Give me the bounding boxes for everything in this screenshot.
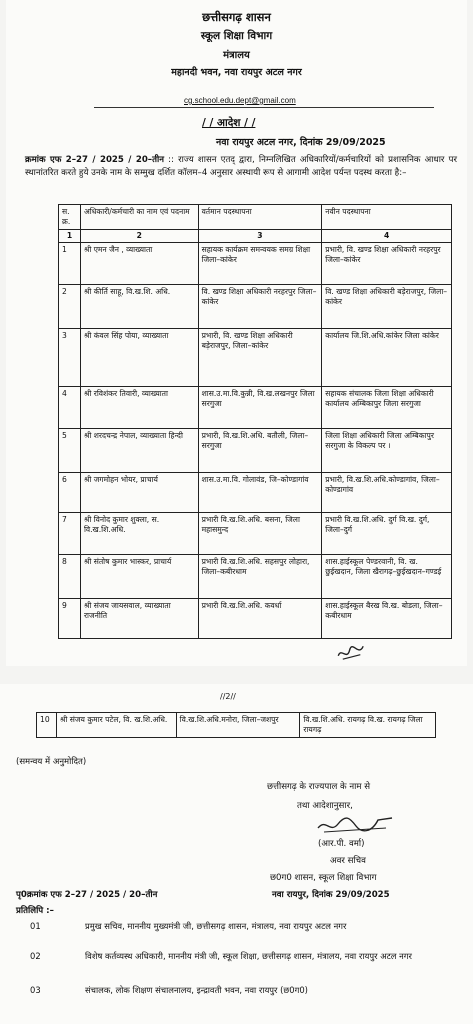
- table-row: [59, 555, 452, 599]
- table-row: [59, 429, 452, 473]
- order-page-1: [6, 0, 467, 666]
- col-header-current: वर्तमान पदस्थापना: [198, 205, 322, 230]
- cc-number: 03: [30, 985, 41, 995]
- row-name: श्री संतोष कुमार भास्कर, प्राचार्य: [80, 555, 198, 599]
- endorsement-ref-date: नवा रायपुर, दिनांक 29/09/2025: [272, 890, 390, 900]
- governor-line-1: छत्तीसगढ़ के राज्यपाल के नाम से: [267, 782, 371, 792]
- cc-number: 01: [30, 921, 41, 931]
- row-new: वि.ख.शि.अधि. रायगढ़ वि.ख. रायगढ़ जिला रायगढ़: [300, 713, 436, 738]
- row-sn: 1: [59, 243, 81, 285]
- row-name: श्री कंवल सिंह पोया, व्याख्याता: [80, 329, 198, 387]
- table-header-row: [59, 205, 452, 230]
- endorsement-ref-no: पृ0क्रमांक एफ 2–27 / 2025 / 20–तीन: [16, 890, 158, 900]
- row-name: श्री जगमोहन भोयर, प्राचार्य: [80, 473, 198, 513]
- transfer-table: [58, 204, 452, 639]
- row-sn: 10: [37, 713, 57, 738]
- ministry-heading: मंत्रालय: [223, 50, 250, 61]
- cc-text: विशेष कर्तव्यस्थ अधिकारी, माननीय मंत्री जी, स्कूल शिक्षा, छत्तीसगढ़ शासन, मंत्रालय, नवा रायपुर अटल नगर: [85, 951, 412, 961]
- order-ref-label: क्रमांक एफ 2–27 / 2025 / 20–तीन: [25, 155, 164, 165]
- table-colnum-row: [59, 230, 452, 243]
- row-new: जिला शिक्षा अधिकारी जिला अम्बिकापुर सरगुजा के विकल्प पर ।: [322, 429, 452, 473]
- colnum: 4: [322, 230, 452, 243]
- order-page-2: [0, 684, 473, 1024]
- signer-department: छ0ग0 शासन, स्कूल शिक्षा विभाग: [270, 873, 377, 883]
- row-name: श्री विनोद कुमार शुक्ला, स. वि.ख.शि.अधि.: [80, 513, 198, 555]
- row-new: शास.हाईस्कूल पेण्डरवानी, वि. ख. छुईखदान, जिला खैरागढ़–छुईखदान–गण्डई: [322, 555, 452, 599]
- dept-email-link[interactable]: cg.school.edu.dept@gmail.com: [184, 96, 296, 105]
- row-name: श्री संजय जायसवाल, व्याख्याता राजनीति: [80, 599, 198, 639]
- row-current: प्रभारी वि.ख.शि.अधि. बसना, जिला महासमुन्द: [198, 513, 322, 555]
- row-new: सहायक संचालक जिला शिक्षा अधिकारी कार्यालय अम्बिकापुर जिला सरगुजा: [322, 387, 452, 429]
- colnum: 2: [80, 230, 198, 243]
- table-row: [59, 387, 452, 429]
- cc-text: प्रमुख सचिव, माननीय मुख्यमंत्री जी, छत्तीसगढ़ शासन, मंत्रालय, नवा रायपुर अटल नगर: [85, 921, 347, 931]
- table-row: [37, 713, 436, 738]
- table-row: [59, 285, 452, 329]
- signer-designation: अवर सचिव: [330, 856, 366, 866]
- cc-text: संचालक, लोक शिक्षण संचालनालय, इन्द्रावती भवन, नवा रायपुर (छ0ग0): [85, 985, 308, 995]
- endorsement-ref: [16, 888, 466, 900]
- row-name: श्री संजय कुमार पटेल, वि. ख.शि.अधि.: [56, 713, 176, 738]
- row-new: कार्यालय जि.शि.अधि.कांकेर जिला कांकेर: [322, 329, 452, 387]
- row-current: प्रभारी वि.ख.शि.अधि. कवर्धा: [198, 599, 322, 639]
- colnum: 1: [59, 230, 81, 243]
- col-header-sn: स. क्र.: [59, 205, 81, 230]
- order-intro: [25, 154, 457, 180]
- row-current: वि. खण्ड शिक्षा अधिकारी नरहरपुर जिला–कांकेर: [198, 285, 322, 329]
- row-new: प्रभारी, वि.ख.शि.अधि.कोण्डागांव, जिला–कोण्डागांव: [322, 473, 452, 513]
- table-row: [59, 329, 452, 387]
- gov-heading: छत्तीसगढ़ शासन: [202, 10, 271, 24]
- table-row: [59, 243, 452, 285]
- governor-line-2: तथा आदेशानुसार,: [297, 801, 353, 811]
- cc-number: 02: [30, 951, 41, 961]
- row-current: प्रभारी, वि. खण्ड शिक्षा अधिकारी बड़ेराजपुर, जिला–कांकेर: [198, 329, 322, 387]
- row-name: श्री शरदचन्द्र नेपाल, व्याख्याता हिन्दी: [80, 429, 198, 473]
- row-current: सहायक कार्यक्रम समन्वयक समग्र शिक्षा जिला–कांकेर: [198, 243, 322, 285]
- order-dateline: नवा रायपुर अटल नगर, दिनांक 29/09/2025: [216, 137, 386, 148]
- address-heading: महानदी भवन, नवा रायपुर अटल नगर: [171, 67, 302, 78]
- order-title: / / आदेश / /: [202, 117, 256, 129]
- row-new: वि. खण्ड शिक्षा अधिकारी बड़ेराजपुर, जिला–कांकेर: [322, 285, 452, 329]
- page-gap: [0, 666, 473, 684]
- header-divider: [94, 107, 434, 108]
- col-header-new: नवीन पदस्थापना: [322, 205, 452, 230]
- page-number: //2//: [220, 692, 236, 701]
- table-row: [59, 599, 452, 639]
- row-new: शास.हाईस्कूल बैरख वि.ख. बोडला, जिला–कबीरधाम: [322, 599, 452, 639]
- row-sn: 3: [59, 329, 81, 387]
- row-sn: 7: [59, 513, 81, 555]
- initial-signature: [335, 642, 367, 664]
- row-sn: 6: [59, 473, 81, 513]
- row-new: प्रभारी वि.ख.शि.अधि. दुर्ग वि.ख. दुर्ग, जिला–दुर्ग: [322, 513, 452, 555]
- row-sn: 9: [59, 599, 81, 639]
- row-sn: 8: [59, 555, 81, 599]
- row-name: श्री रविशंकर तिवारी, व्याख्याता: [80, 387, 198, 429]
- order-intro-text: :: राज्य शासन एतद् द्वारा, निम्नलिखित अधिकारियों/कर्मचारियों को प्रशासनिक आधार पर स्थानांतरित करते हुये उनके नाम के सम्मुख दर्शित कॉलम–4 अनुसार अस्थायी रूप से आगामी आदेश पर्यन्त पदस्थ करता है:–: [25, 155, 457, 178]
- row-sn: 2: [59, 285, 81, 329]
- row-new: प्रभारी, वि. खण्ड शिक्षा अधिकारी नरहरपुर जिला–कांकेर: [322, 243, 452, 285]
- row-current: शास.उ.मा.वि.कुन्नी, वि.ख.लखनपुर जिला सरगुजा: [198, 387, 322, 429]
- row-sn: 5: [59, 429, 81, 473]
- row-sn: 4: [59, 387, 81, 429]
- dept-heading: स्कूल शिक्षा विभाग: [200, 30, 273, 42]
- col-header-name: अधिकारी/कर्मचारी का नाम एवं पदनाम: [80, 205, 198, 230]
- row-name: श्री कीर्ति साहू, वि.ख.शि. अधि.: [80, 285, 198, 329]
- colnum: 3: [198, 230, 322, 243]
- signer-name: (आर.पी. वर्मा): [318, 839, 365, 849]
- approval-note: (समन्वय में अनुमोदित): [16, 757, 87, 767]
- row-current: प्रभारी, वि.ख.शि.अधि. बतौली, जिला–सरगुजा: [198, 429, 322, 473]
- table-row: [59, 473, 452, 513]
- transfer-table-continued: [36, 712, 436, 738]
- row-name: श्री एमन जैन , व्याख्याता: [80, 243, 198, 285]
- table-row: [59, 513, 452, 555]
- row-current: वि.ख.शि.अधि.मनोरा, जिला–जशपुर: [176, 713, 300, 738]
- row-current: प्रभारी वि.ख.शि.अधि. सहसपुर लोहारा, जिला–कबीरधाम: [198, 555, 322, 599]
- copy-to-label: प्रतिलिपि :–: [16, 906, 54, 916]
- officer-signature: [316, 814, 396, 836]
- row-current: शास.उ.मा.वि. गोलावंड, जि–कोण्डागांव: [198, 473, 322, 513]
